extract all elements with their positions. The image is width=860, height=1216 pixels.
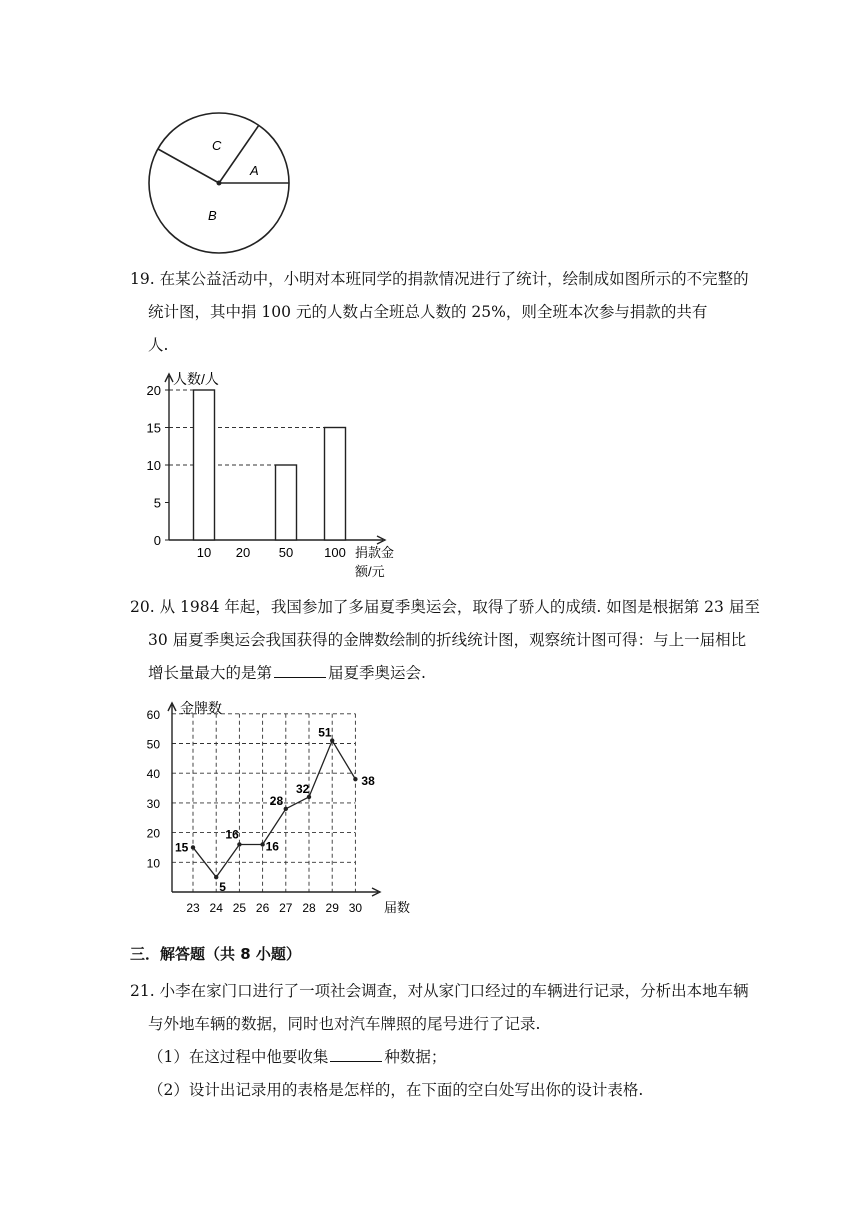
line-point-24 [214,875,218,879]
pie-center-dot [217,181,222,186]
bar-x-tick-label: 100 [324,545,346,560]
pie-figure [140,112,300,262]
line-x-axis-label: 届数 [384,900,410,915]
bar-100 [325,428,346,541]
q21-line1 [130,981,749,1001]
line-point-23 [191,845,195,849]
line-x-tick-label: 27 [279,901,293,915]
line-point-label-23: 15 [175,840,189,855]
pie-radius-c [158,149,219,183]
q21-sub1-text-a: （1）在这过程中他要收集 [148,1048,329,1066]
q19-line2 [148,302,707,322]
q19-text-3: 人. [148,336,169,354]
q20-text-2: 30 届夏季奥运会我国获得的金牌数绘制的折线统计图，观察统计图可得：与上一届相比 [148,631,747,649]
q20-line2 [148,630,746,650]
bar-y-tick-label: 0 [153,533,161,548]
line-y-axis-label: 金牌数 [180,700,222,716]
bar-x-axis-label-line2: 额/元 [355,564,385,579]
q21-sub1 [148,1047,446,1067]
q19-number: 19. [130,270,155,288]
pie-label-a: A [250,163,259,178]
line-y-tick-label: 60 [146,707,160,722]
q21-sub2-text: （2）设计出记录用的表格是怎样的，在下面的空白处写出你的设计表格. [148,1081,644,1099]
q19-text-1: 在某公益活动中，小明对本班同学的捐款情况进行了统计，绘制成如图所示的不完整的 [159,270,749,288]
q20-text-3b: 届夏季奥运会. [328,664,426,682]
line-y-tick-label: 20 [146,826,160,841]
q20-number: 20. [130,598,155,616]
line-x-tick-label: 28 [302,901,316,915]
line-x-tick-label: 24 [209,901,223,915]
line-y-tick-label: 30 [146,796,160,811]
line-x-tick-label: 25 [232,901,247,915]
line-point-label-29: 51 [318,725,332,740]
line-point-label-27: 28 [269,793,284,808]
pie-label-b: B [208,208,217,223]
line-point-label-24: 5 [219,880,226,895]
line-point-label-30: 38 [361,774,375,789]
line-point-25 [237,842,241,846]
q21-text-1: 小李在家门口进行了一项社会调查，对从家门口经过的车辆进行记录，分析出本地车辆 [159,982,749,1000]
q19-line3 [148,335,168,355]
bar-50 [276,465,297,540]
bar-y-axis-label: 人数/人 [173,371,219,387]
bar-10 [194,390,215,540]
q21-sub1-text-b: 种数据； [384,1048,447,1066]
bar-y-tick-label: 10 [146,458,161,473]
q20-answer-blank[interactable] [274,663,326,678]
line-x-tick-label: 26 [255,901,270,915]
q19-text-2: 统计图，其中捐 100 元的人数占全班总人数的 25%，则全班本次参与捐款的共有 [148,303,708,321]
bar-x-tick-label: 10 [196,545,212,560]
line-point-label-25: 16 [225,827,239,842]
q20-text-3a: 增长量最大的是第 [148,664,273,682]
bar-y-tick-label: 15 [146,420,161,436]
line-x-tick-label: 23 [186,901,200,915]
bar-x-tick-label: 20 [235,545,251,560]
line-y-tick-label: 40 [146,767,160,782]
line-y-tick-label: 10 [146,856,160,871]
line-point-label-26: 16 [265,839,279,854]
pie-label-c: C [212,138,222,153]
q21-answer-blank[interactable] [330,1047,382,1062]
line-point-30 [353,777,357,781]
line-point-26 [260,842,264,846]
section-3-title: 三．解答题（共 8 小题） [130,945,301,963]
bar-x-tick-label: 50 [278,545,294,560]
bar-x-axis-label-line1: 捐款金 [355,545,395,560]
q19-line1 [130,269,749,289]
q21-sub2 [148,1080,643,1100]
q20-line1 [130,597,760,617]
line-chart [140,695,410,925]
bar-y-tick-label: 5 [153,495,161,511]
bar-chart [145,368,405,583]
line-point-27 [284,807,288,811]
line-point-label-28: 32 [296,781,310,796]
line-series [193,741,355,878]
q20-text-1: 从 1984 年起，我国参加了多届夏季奥运会，取得了骄人的成绩. 如图是根据第 23 届至 [159,598,760,616]
bar-y-tick-label: 20 [146,383,161,398]
q21-text-2: 与外地车辆的数据，同时也对汽车牌照的尾号进行了记录. [148,1015,541,1033]
line-x-tick-label: 29 [325,901,339,915]
q21-number: 21. [130,982,155,1000]
line-y-tick-label: 50 [146,737,160,752]
line-x-tick-label: 30 [348,901,363,915]
q21-line2 [148,1014,540,1034]
q20-line3 [148,663,426,683]
